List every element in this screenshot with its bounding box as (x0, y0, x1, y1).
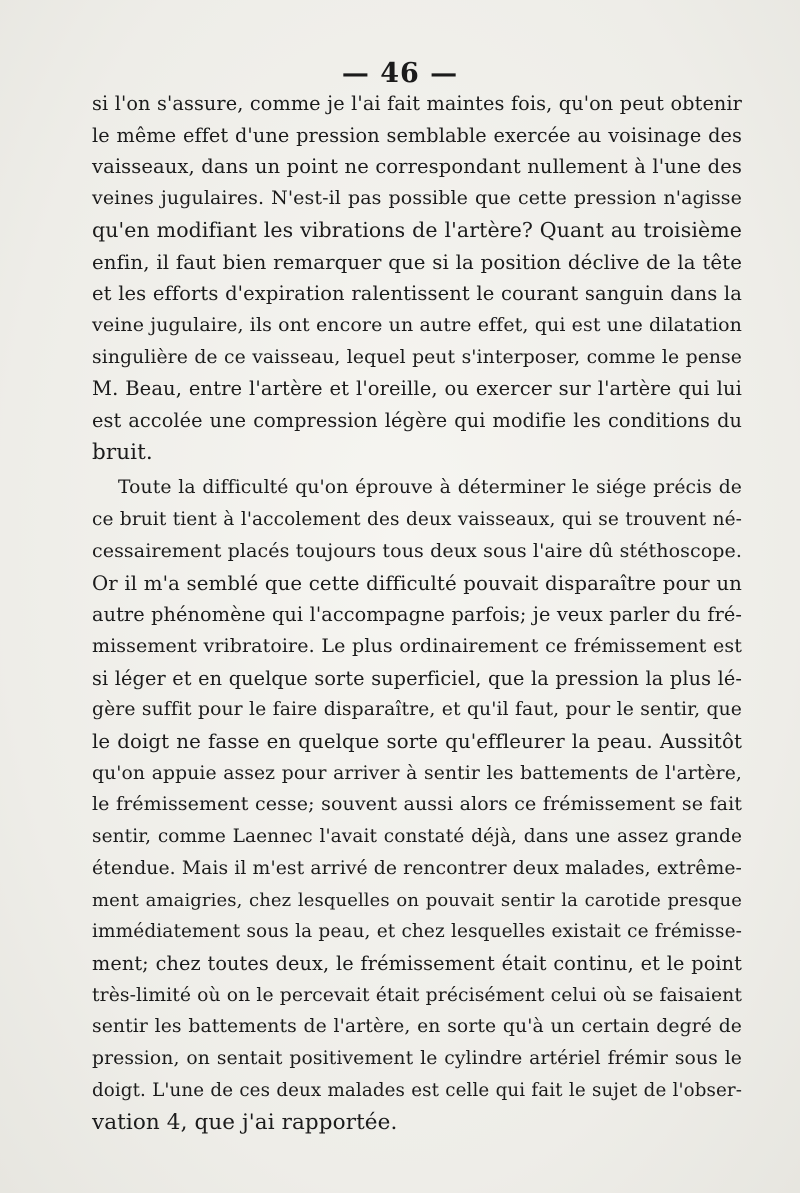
text-line: et les efforts d'expiration ralentissent le courant sanguin dans la (92, 282, 742, 306)
text-line: immédiatement sous la peau, et chez lesquelles existait ce frémisse- (92, 921, 742, 943)
text-line: Toute la difficulté qu'on éprouve à déterminer le siége précis de (118, 477, 742, 499)
text-line: est accolée une compression légère qui modifie les conditions du (92, 409, 742, 433)
text-line: M. Beau, entre l'artère et l'oreille, ou exercer sur l'artère qui lui (92, 377, 742, 401)
text-line: qu'en modifiant les vibrations de l'artère? Quant au troisième (92, 217, 742, 242)
text-line: veines jugulaires. N'est-il pas possible que cette pression n'agisse (92, 187, 742, 210)
text-line: veine jugulaire, ils ont encore un autre effet, qui est une dilatation (92, 313, 742, 336)
text-line: vation 4, que j'ai rapportée. (92, 1109, 398, 1135)
text-line: enfin, il faut bien remarquer que si la position déclive de la tête (92, 250, 742, 274)
text-line: ment; chez toutes deux, le frémissement était continu, et le point (92, 951, 742, 975)
paragraph-1 (92, 88, 742, 468)
text-line: vaisseaux, dans un point ne correspondant nullement à l'une des (92, 155, 742, 179)
page-number: — 46 — (341, 58, 459, 89)
text-line: le même effet d'une pression semblable exercée au voisinage des (92, 123, 742, 147)
text-line: très-limité où on le percevait était précisément celui où se faisaient (92, 984, 742, 1006)
text-line: le doigt ne fasse en quelque sorte qu'effleurer la peau. Aussitôt (92, 730, 742, 754)
text-line: missement vribratoire. Le plus ordinairement ce frémissement est (92, 634, 742, 657)
text-line: ce bruit tient à l'accolement des deux vaisseaux, qui se trouvent né- (92, 509, 742, 531)
text-line: si l'on s'assure, comme je l'ai fait maintes fois, qu'on peut obtenir (92, 92, 742, 115)
text-line: le frémissement cesse; souvent aussi alors ce frémissement se fait (92, 793, 742, 816)
text-line: autre phénomène qui l'accompagne parfois; je veux parler du fré- (92, 603, 742, 627)
text-line: sentir, comme Laennec l'avait constaté déjà, dans une assez grande (92, 826, 742, 848)
text-line: ment amaigries, chez lesquelles on pouvait sentir la carotide presque (92, 889, 742, 911)
text-line: bruit. (92, 439, 153, 465)
text-line: sentir les battements de l'artère, en sorte qu'à un certain degré de (92, 1016, 742, 1038)
text-line: si léger et en quelque sorte superficiel, que la pression la plus lé- (92, 666, 742, 690)
text-line: doigt. L'une de ces deux malades est celle qui fait le sujet de l'obser- (92, 1079, 742, 1101)
paragraph-2 (92, 472, 742, 1138)
text-line: Or il m'a semblé que cette difficulté pouvait disparaître pour un (92, 571, 742, 595)
text-line: cessairement placés toujours tous deux sous l'aire dû stéthoscope. (92, 539, 742, 562)
text-line: singulière de ce vaisseau, lequel peut s'interposer, comme le pense (92, 346, 742, 368)
text-line: qu'on appuie assez pour arriver à sentir les battements de l'artère, (92, 762, 742, 784)
text-line: étendue. Mais il m'est arrivé de rencontrer deux malades, extrême- (92, 857, 742, 879)
body-text (92, 88, 742, 1138)
text-line: pression, on sentait positivement le cylindre artériel frémir sous le (92, 1048, 742, 1070)
text-line: gère suffit pour le faire disparaître, et qu'il faut, pour le sentir, que (92, 699, 742, 721)
